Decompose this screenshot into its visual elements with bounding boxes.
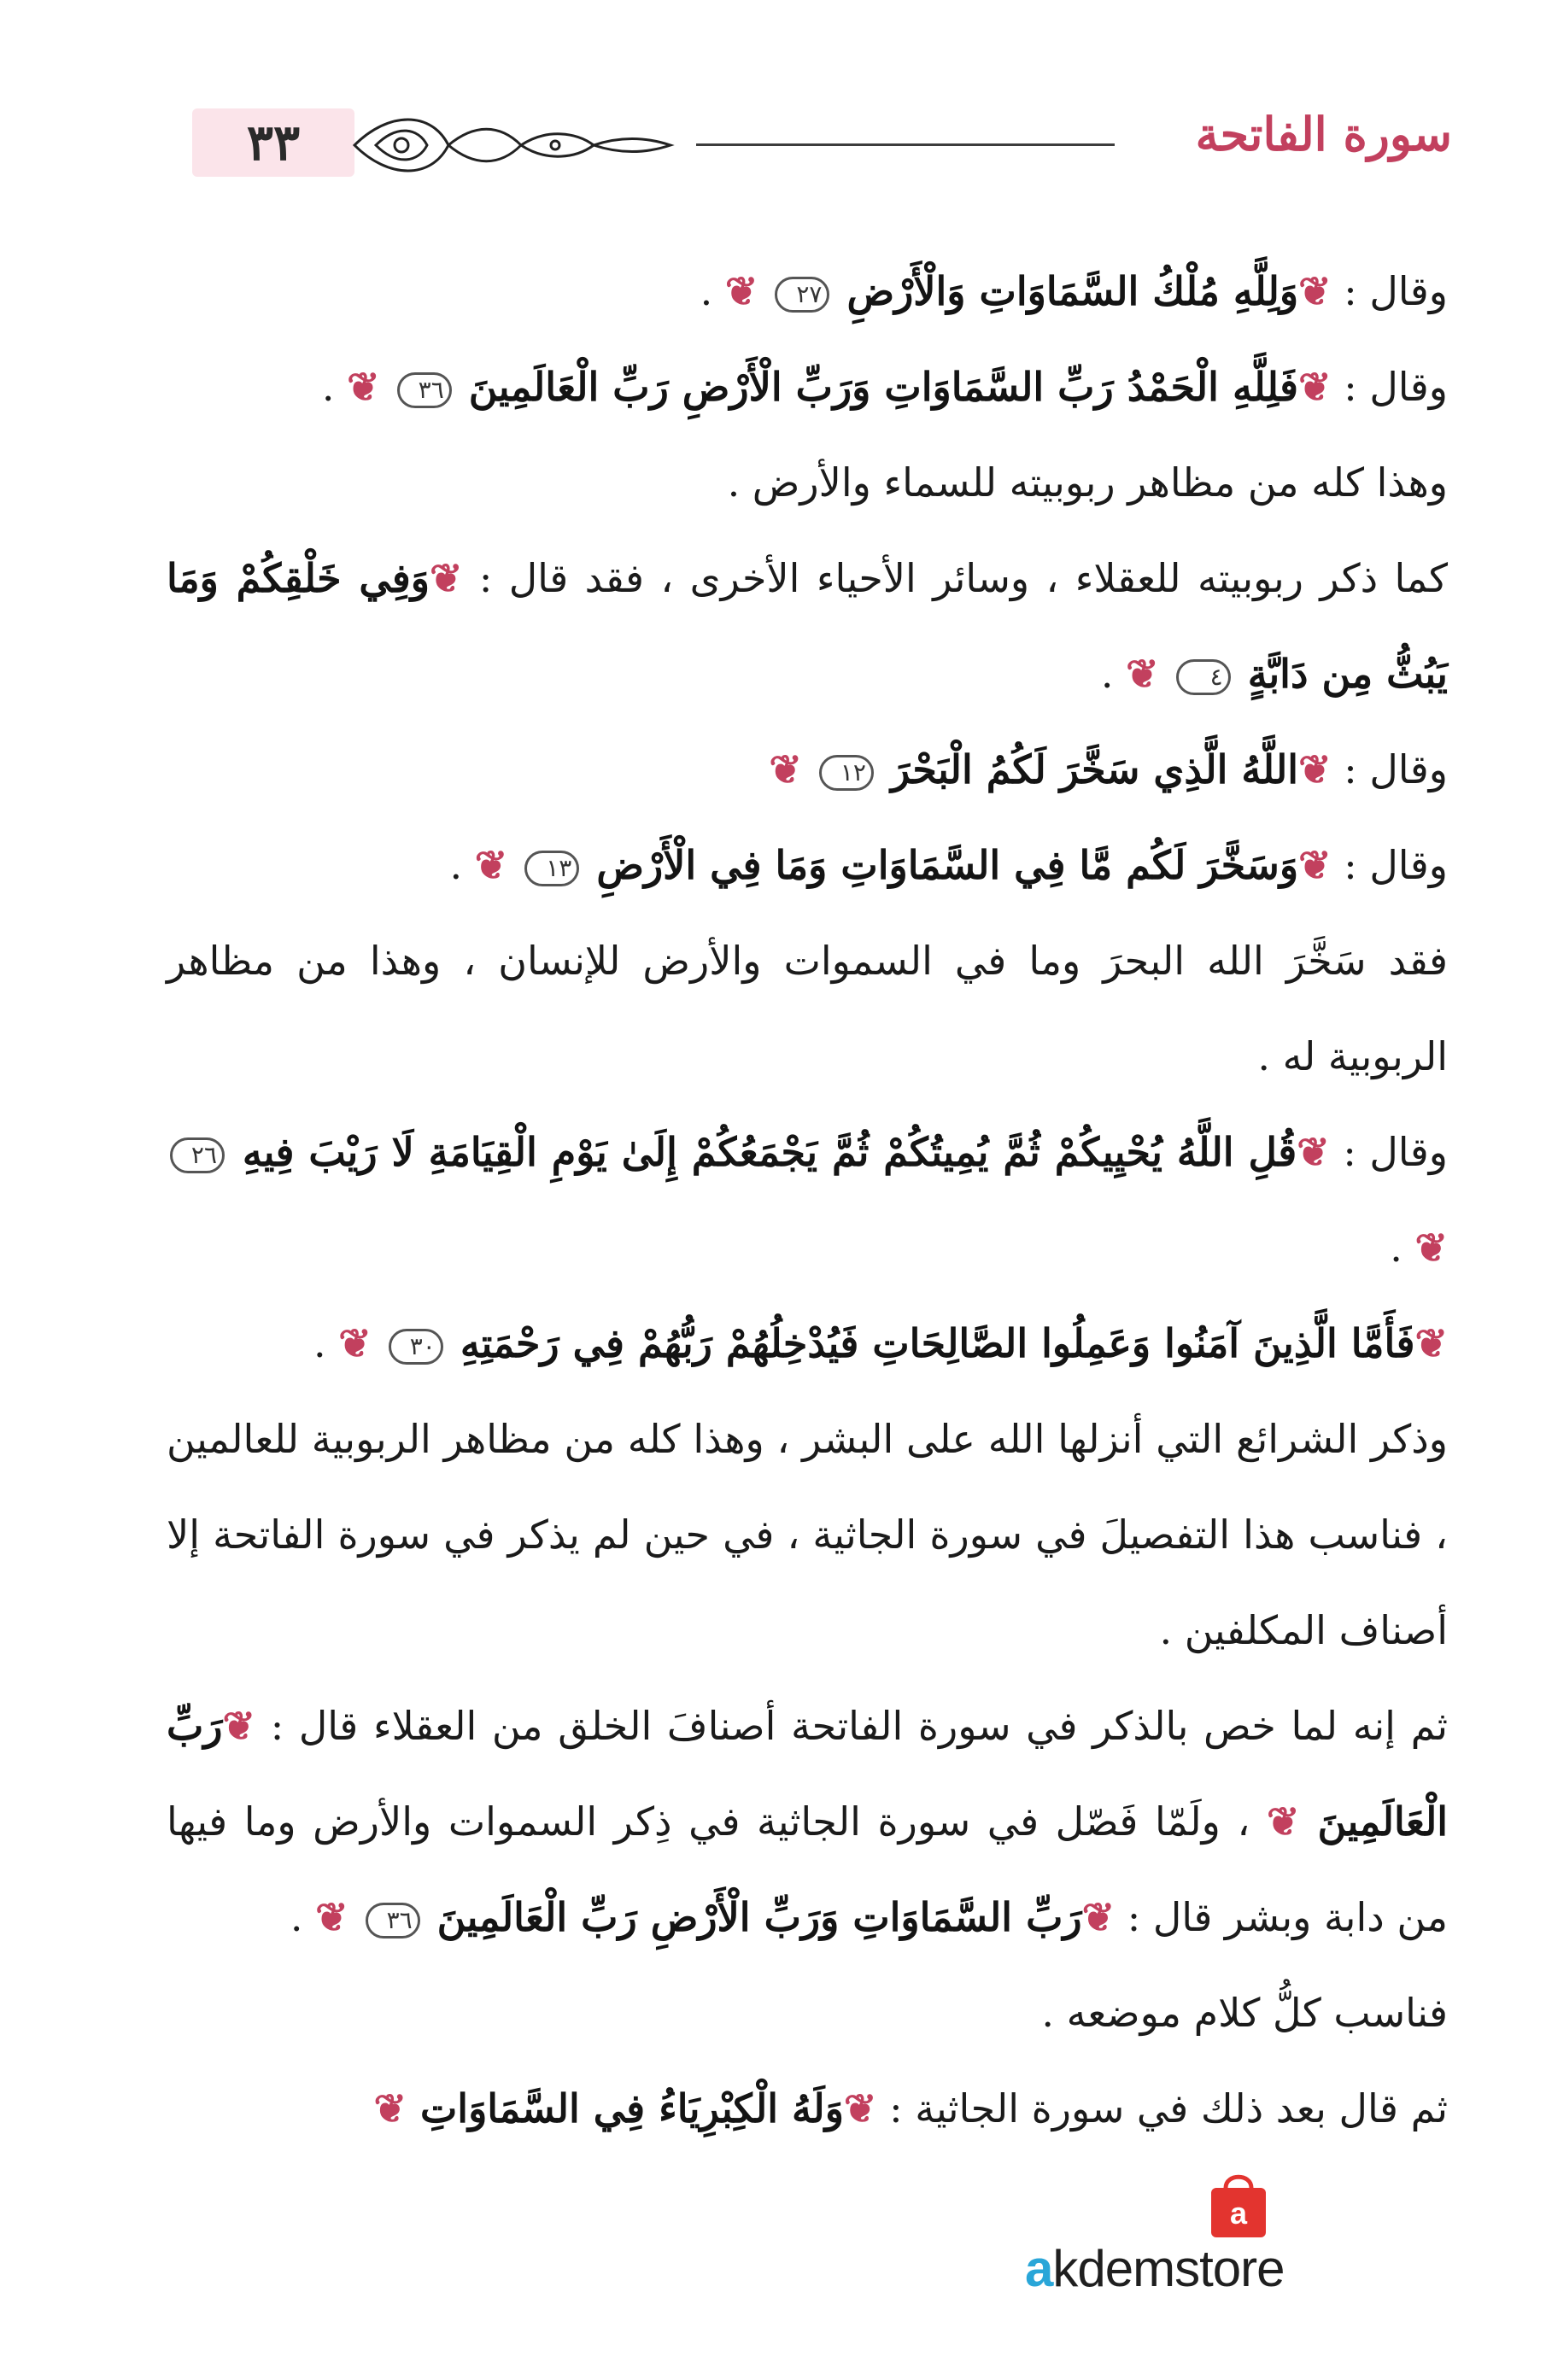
quran-verse: [338, 1320, 1448, 1366]
paragraph: فناسب كلُّ كلام موضعه .: [1041, 1990, 1448, 2036]
tail-text: .: [700, 268, 713, 314]
brand-wordmark: [1025, 2239, 1284, 2298]
page-body: [167, 243, 1448, 2156]
brand-letter-a: a: [1025, 2240, 1053, 2297]
tail-text: .: [321, 364, 335, 410]
brand-name: kdemstore: [1052, 2240, 1285, 2297]
lead-text: وقال :: [1344, 746, 1448, 792]
verse-number: ٢٧: [775, 277, 829, 313]
paragraph: وذكر الشرائع التي أنزلها الله على البشر ، وهذا كله من مظاهر الربوبية للعالمين ، فناسب هذا التفصيلَ في سورة الجاثية ، في حين لم يذكر في سورة الفاتحة إلا أصناف المكلفين .: [167, 1416, 1448, 1653]
quran-verse: [315, 1894, 1115, 1940]
verse-text: وَلَهُ الْكِبْرِيَاءُ فِي السَّمَاوَاتِ: [420, 2085, 844, 2131]
verse-number: ٣٦: [397, 372, 452, 408]
paragraph: وهذا كله من مظاهر ربوبيته للسماء والأرض .: [727, 459, 1448, 506]
header-rule: [696, 143, 1115, 146]
verse-number: ١٣: [524, 851, 579, 886]
verse-number: ٣٦: [366, 1903, 420, 1939]
lead-text: وقال :: [1343, 1129, 1449, 1175]
lead-text: وقال :: [1344, 364, 1448, 410]
tail-text: .: [313, 1320, 326, 1366]
verse-number: ٤: [1176, 659, 1231, 695]
lead-text: وقال :: [1344, 842, 1448, 888]
paragraph: [167, 1295, 1448, 1391]
verse-number: ١٢: [819, 755, 874, 791]
ornament-icon: [337, 107, 696, 184]
tail-text: .: [290, 1894, 303, 1940]
chapter-title: سورة الفاتحة: [1195, 107, 1452, 161]
verse-text: وَسَخَّرَ لَكُم مَّا فِي السَّمَاوَاتِ وَمَا فِي الْأَرْضِ: [596, 842, 1299, 888]
paragraph: [167, 817, 1448, 913]
verse-number: ٣٠: [389, 1329, 443, 1365]
paragraph: [167, 339, 1448, 435]
page-number: ٣٣: [192, 108, 354, 177]
tail-text: .: [1100, 651, 1114, 697]
tail-text: ، ولَمّا فَصّل في سورة الجاثية في ذِكر السموات والأرض وما فيها من دابة وبشر قال :: [167, 1798, 1448, 1940]
verse-text: وَلِلَّهِ مُلْكُ السَّمَاوَاتِ وَالْأَرْضِ: [846, 268, 1299, 314]
verse-text: فَلِلَّهِ الْحَمْدُ رَبِّ السَّمَاوَاتِ وَرَبِّ الْأَرْضِ رَبِّ الْعَالَمِينَ: [468, 364, 1299, 410]
shopping-bag-icon: [1204, 2169, 1273, 2242]
verse-text: اللَّهُ الَّذِي سَخَّرَ لَكُمُ الْبَحْرَ: [890, 746, 1299, 792]
verse-number: ٢٦: [170, 1137, 225, 1173]
lead-text: ثم إنه لما خص بالذكر في سورة الفاتحة أصنافَ الخلق من العقلاء قال :: [270, 1703, 1449, 1749]
verse-text: قُلِ اللَّهُ يُحْيِيكُمْ ثُمَّ يُمِيتُكُمْ ثُمَّ يَجْمَعُكُمْ إِلَىٰ يَوْمِ الْقِيَامَةِ لَا رَيْبَ فِيهِ: [242, 1129, 1297, 1175]
paragraph: [167, 1104, 1448, 1295]
quran-verse: [725, 268, 1332, 314]
lead-text: وقال :: [1344, 268, 1448, 314]
paragraph: [167, 1678, 1448, 1965]
quran-verse: [769, 746, 1331, 792]
paragraph: [167, 722, 1448, 817]
verse-text: فَأَمَّا الَّذِينَ آمَنُوا وَعَمِلُوا الصَّالِحَاتِ فَيُدْخِلُهُمْ رَبُّهُمْ فِي رَحْمَتِهِ: [460, 1320, 1415, 1366]
quran-verse: [167, 1129, 1448, 1271]
lead-text: ثم قال بعد ذلك في سورة الجاثية :: [889, 2085, 1448, 2131]
verse-text: وَفِي خَلْقِكُمْ وَمَا يَبُثُّ مِن دَابَّةٍ: [167, 555, 1448, 697]
verse-text: رَبِّ السَّمَاوَاتِ وَرَبِّ الْأَرْضِ رَبِّ الْعَالَمِينَ: [436, 1894, 1082, 1940]
paragraph: [167, 530, 1448, 722]
quran-verse: [475, 842, 1332, 888]
paragraph: [167, 2061, 1448, 2156]
bag-letter: a: [1229, 2196, 1248, 2231]
page-header: [175, 98, 1452, 192]
paragraph: فقد سَخَّرَ الله البحرَ وما في السموات والأرض للإنسان ، وهذا من مظاهر الربوبية له .: [167, 938, 1448, 1079]
lead-text: كما ذكر ربوبيته للعقلاء ، وسائر الأحياء الأخرى ، فقد قال :: [478, 555, 1448, 601]
quran-verse: [373, 2085, 876, 2131]
paragraph: [167, 243, 1448, 339]
akdemstore-logo: [982, 2169, 1392, 2306]
tail-text: .: [449, 842, 463, 888]
verse-text: رَبِّ الْعَالَمِينَ: [167, 1703, 1448, 1845]
quran-verse: [347, 364, 1331, 410]
tail-text: .: [1390, 1225, 1403, 1271]
